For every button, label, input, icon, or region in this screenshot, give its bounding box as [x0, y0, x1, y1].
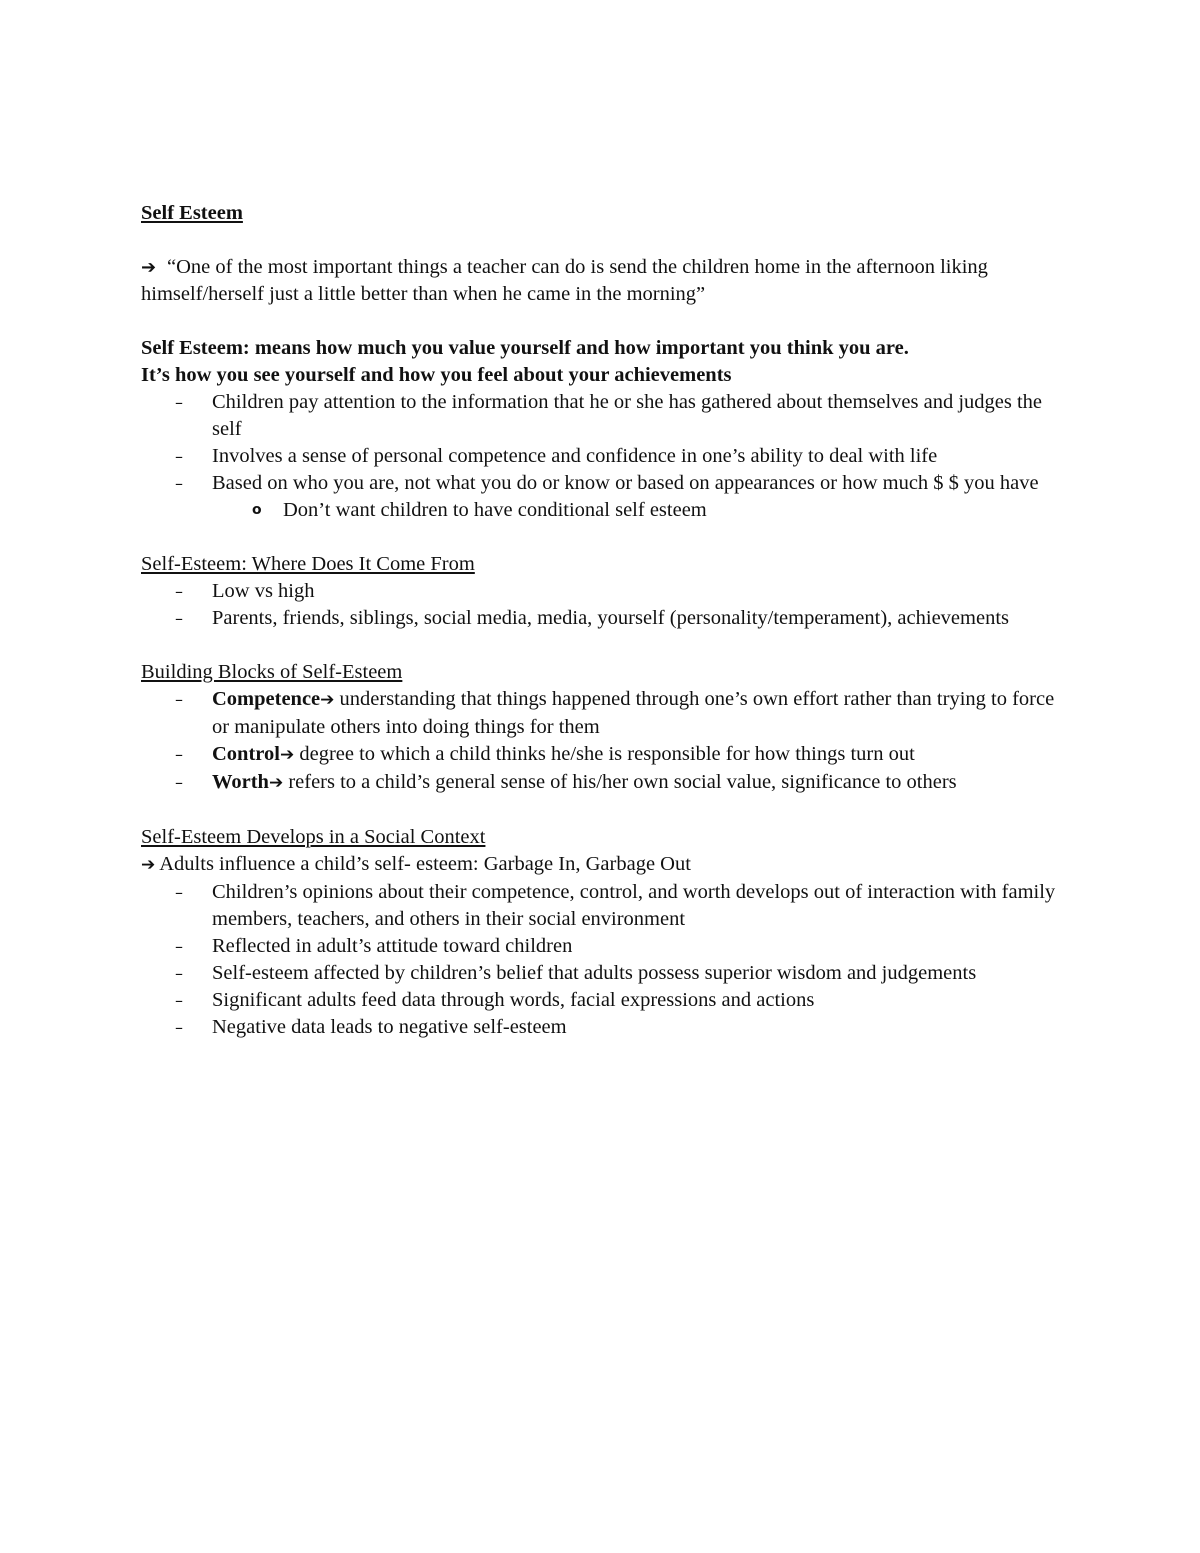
dash-marker: – [175, 582, 183, 601]
list-item [141, 470, 1071, 524]
list-item-text: Self-esteem affected by children’s belief that adults possess superior wisdom and judgements [212, 962, 977, 984]
spacer [141, 524, 1071, 551]
term-label: Worth [212, 771, 269, 793]
spacer [141, 227, 1071, 254]
dash-marker: – [175, 745, 183, 764]
list-item [141, 960, 1071, 987]
origins-list [141, 578, 1071, 632]
dash-marker: – [175, 609, 183, 628]
intro-text: Adults influence a child’s self- esteem: Garbage In, Garbage Out [155, 853, 691, 875]
dash-marker: – [175, 937, 183, 956]
list-item [141, 605, 1071, 632]
quote-text: “One of the most important things a teacher can do is send the children home in the afternoon liking himself/herself just a little better than when he came in the morning” [141, 256, 988, 305]
dash-marker: – [175, 964, 183, 983]
section-heading-building-blocks: Building Blocks of Self-Esteem [141, 661, 403, 683]
list-item [141, 933, 1071, 960]
dash-marker: – [175, 447, 183, 466]
sub-list-item [141, 497, 1071, 524]
spacer [141, 632, 1071, 659]
document-title: Self Esteem [141, 202, 243, 224]
list-item [141, 1014, 1071, 1041]
sub-list-item-text: Don’t want children to have conditional self esteem [283, 499, 707, 521]
arrow-icon: ➔ [141, 257, 157, 278]
list-item-text: Parents, friends, siblings, social media, media, yourself (personality/temperament), achievements [212, 607, 1009, 629]
section-heading-origins: Self-Esteem: Where Does It Come From [141, 553, 475, 575]
term-label: Competence [212, 688, 321, 710]
spacer [141, 308, 1071, 335]
list-item-text: Based on who you are, not what you do or know or based on appearances or how much $ $ you have [212, 472, 1039, 494]
opening-quote [141, 254, 1071, 308]
building-blocks-list [141, 686, 1071, 797]
definition-line-2: It’s how you see yourself and how you feel about your achievements [141, 364, 732, 386]
list-item [141, 741, 1071, 769]
arrow-icon: ➔ [279, 745, 295, 765]
circle-bullet-icon: o [252, 502, 262, 518]
social-context-list [141, 879, 1071, 1041]
list-item-text: Children’s opinions about their competence, control, and worth develops out of interaction with family members, teachers, and others in their social environment [212, 881, 1056, 930]
list-item [141, 769, 1071, 797]
list-item [141, 578, 1071, 605]
sub-list [141, 497, 1071, 524]
term-label: Control [212, 743, 280, 765]
arrow-icon: ➔ [141, 855, 156, 875]
dash-marker: – [175, 991, 183, 1010]
social-context-intro [141, 851, 1071, 879]
list-item-text: Significant adults feed data through words, facial expressions and actions [212, 989, 815, 1011]
term-description: refers to a child’s general sense of his/her own social value, significance to others [283, 771, 957, 793]
definition-line-1: Self Esteem: means how much you value yourself and how important you think you are. [141, 337, 909, 359]
dash-marker: – [175, 773, 183, 792]
list-item [141, 389, 1071, 443]
dash-marker: – [175, 393, 183, 412]
list-item [141, 443, 1071, 470]
list-item-text: Low vs high [212, 580, 315, 602]
term-description: degree to which a child thinks he/she is responsible for how things turn out [294, 743, 915, 765]
document-page [141, 200, 1071, 1041]
dash-marker: – [175, 690, 183, 709]
spacer [141, 797, 1071, 824]
list-item-text: Reflected in adult’s attitude toward children [212, 935, 573, 957]
dash-marker: – [175, 1018, 183, 1037]
arrow-icon: ➔ [268, 773, 284, 793]
list-item [141, 987, 1071, 1014]
dash-marker: – [175, 883, 183, 902]
list-item [141, 686, 1071, 741]
list-item-text: Negative data leads to negative self-esteem [212, 1016, 567, 1038]
term-description: understanding that things happened through one’s own effort rather than trying to force or manipulate others into doing things for them [212, 688, 1055, 738]
list-item-text: Children pay attention to the information that he or she has gathered about themselves and judges the self [212, 391, 1043, 440]
arrow-icon: ➔ [320, 690, 335, 710]
dash-marker: – [175, 474, 183, 493]
list-item [141, 879, 1071, 933]
section-heading-social-context: Self-Esteem Develops in a Social Context [141, 826, 486, 848]
definition-list [141, 389, 1071, 524]
list-item-text: Involves a sense of personal competence and confidence in one’s ability to deal with life [212, 445, 938, 467]
